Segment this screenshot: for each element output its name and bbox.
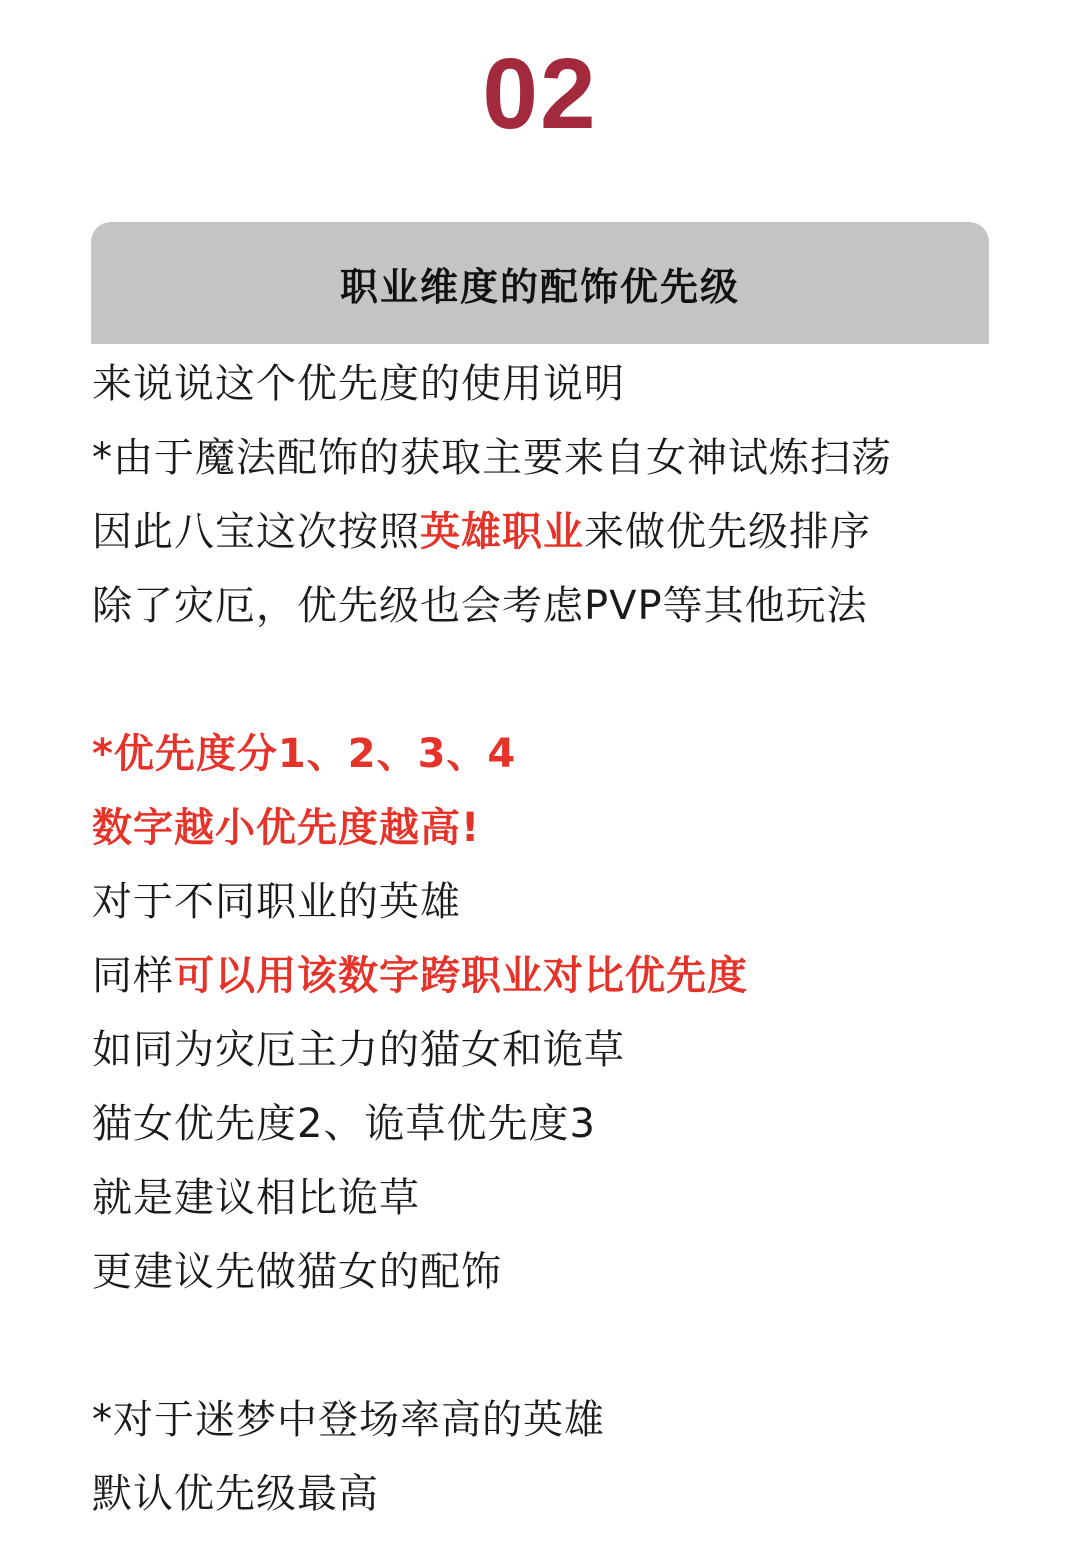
blank-line — [92, 643, 992, 717]
text-segment: 同样 — [92, 953, 174, 999]
text-line: 如同为灾厄主力的猫女和诡草 — [92, 1027, 625, 1073]
text-segment: 因此八宝这次按照 — [92, 509, 420, 555]
highlight-text: 英雄职业 — [420, 509, 584, 555]
section-header — [91, 222, 989, 344]
highlight-text: 可以用该数字跨职业对比优先度 — [174, 953, 748, 999]
text-line: 默认优先级最高 — [92, 1471, 379, 1517]
body-text — [92, 347, 992, 1531]
section-number: 02 — [482, 38, 598, 150]
text-line: 对于不同职业的英雄 — [92, 879, 461, 925]
text-line: 猫女优先度2、诡草优先度3 — [92, 1101, 596, 1147]
section-title: 职业维度的配饰优先级 — [339, 264, 740, 309]
highlight-line: *优先度分1、2、3、4 — [92, 731, 517, 777]
text-line: 更建议先做猫女的配饰 — [92, 1249, 502, 1295]
text-line — [92, 939, 992, 1013]
text-line: 来说说这个优先度的使用说明 — [92, 361, 625, 407]
highlight-line: 数字越小优先度越高! — [92, 805, 481, 851]
text-line: 就是建议相比诡草 — [92, 1175, 420, 1221]
text-segment: 来做优先级排序 — [584, 509, 871, 555]
text-line: *由于魔法配饰的获取主要来自女神试炼扫荡 — [92, 435, 892, 481]
text-line: 除了灾厄，优先级也会考虑PVP等其他玩法 — [92, 583, 868, 629]
text-line: *对于迷梦中登场率高的英雄 — [92, 1397, 605, 1443]
text-line — [92, 495, 992, 569]
blank-line — [92, 1309, 992, 1383]
